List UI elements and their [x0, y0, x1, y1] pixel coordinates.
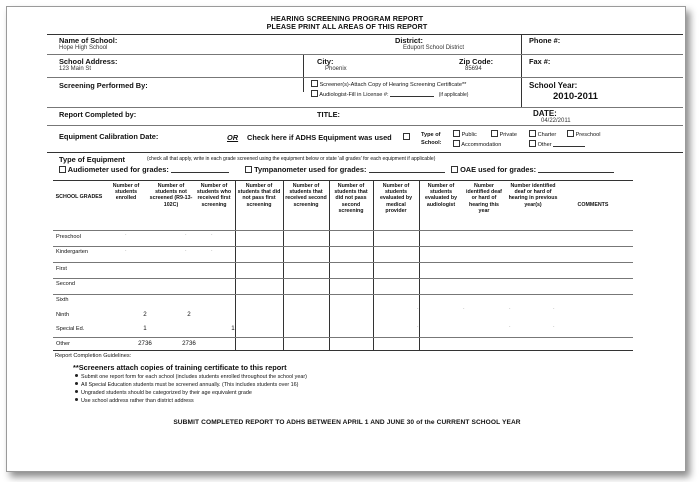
school-type-public[interactable] — [453, 130, 477, 138]
row-rule — [53, 246, 633, 247]
audiologist-checkbox[interactable] — [311, 90, 318, 97]
other-enrolled[interactable]: 2736 — [138, 340, 152, 347]
screeners-checkbox[interactable] — [311, 80, 318, 87]
row-rule — [53, 294, 633, 295]
oae-label: OAE used for grades: — [460, 165, 537, 174]
zip-value[interactable]: 85694 — [465, 66, 482, 72]
certificate-note: **Screeners attach copies of training certificate to this report — [73, 363, 287, 372]
scan-mark: · — [463, 306, 465, 312]
calibration-label: Equipment Calibration Date: — [59, 132, 159, 141]
school-type-private[interactable] — [491, 130, 517, 138]
scan-mark: · — [125, 232, 127, 238]
if-applicable-note: (if applicable) — [438, 92, 469, 98]
scan-mark: · — [509, 306, 511, 312]
city-label: City: — [317, 57, 334, 66]
scan-mark: · — [211, 232, 213, 238]
other-not-screened[interactable]: 2736 — [182, 340, 196, 347]
bullet-icon — [75, 398, 78, 401]
guideline-item — [75, 390, 252, 397]
district-value[interactable]: Eduport School District — [403, 45, 465, 51]
school-type-charter[interactable] — [529, 130, 556, 138]
school-type-accommodation[interactable] — [453, 140, 501, 148]
other-checkbox[interactable] — [529, 140, 536, 147]
header-top-rule — [47, 34, 683, 35]
tympanometer-checkbox[interactable] — [245, 166, 252, 173]
row-label-second: Second — [56, 281, 75, 287]
tympanometer-option[interactable] — [245, 165, 445, 174]
public-checkbox[interactable] — [453, 130, 460, 137]
title-label: TITLE: — [317, 110, 340, 119]
date-value[interactable]: 04/22/2011 — [541, 118, 571, 124]
adhs-check-text: Check here if ADHS Equipment was used — [247, 133, 392, 142]
col-header-failed-first: Number of students that did not pass first screening — [237, 183, 281, 208]
special-ed-enrolled[interactable]: 1 — [143, 325, 147, 332]
license-number-field[interactable] — [390, 90, 434, 97]
school-name-value[interactable]: Hope High School — [59, 45, 108, 51]
guideline-item — [75, 374, 307, 381]
row-label-first: First — [56, 266, 67, 272]
tympanometer-label: Tympanometer used for grades: — [254, 165, 367, 174]
completed-by-label: Report Completed by: — [59, 110, 137, 119]
school-type-preschool[interactable] — [567, 130, 600, 138]
col-header-second-screening: Number of students that received second screening — [285, 183, 327, 208]
oae-checkbox[interactable] — [451, 166, 458, 173]
equipment-instructions: (check all that apply, write in each grade screened using the equipment below or state 'all grades' for each equipment if applicable) — [147, 156, 436, 162]
adhs-equipment-checkbox[interactable] — [403, 133, 410, 140]
bullet-icon — [75, 382, 78, 385]
table-top-border — [53, 180, 633, 181]
row-rule — [53, 230, 633, 231]
school-name-label: Name of School: — [59, 36, 118, 45]
row-rule — [53, 278, 633, 279]
row-label-kindergarten: Kindergarten — [56, 249, 89, 255]
col-header-medical: Number of students evaluated by medical provider — [379, 183, 413, 214]
guideline-item — [75, 382, 298, 389]
school-year-value[interactable]: 2010-2011 — [553, 91, 598, 102]
guideline-item — [75, 398, 194, 405]
audiologist-option-text: Audiologist-Fill in License #: — [319, 92, 389, 98]
special-ed-first-screening[interactable]: 1 — [231, 325, 235, 332]
col-header-comments: COMMENTS — [577, 202, 609, 208]
type-of-school-label-2: School: — [421, 140, 442, 146]
row-label-preschool: Preschool — [56, 234, 81, 240]
bullet-icon — [75, 374, 78, 377]
col-header-enrolled: Number of students enrolled — [112, 183, 140, 202]
col-sep-5 — [329, 180, 330, 350]
preschool-label: Preschool — [575, 132, 601, 138]
private-checkbox[interactable] — [491, 130, 498, 137]
zip-label: Zip Code: — [459, 57, 494, 66]
scan-mark: · — [211, 248, 213, 254]
screening-performed-label: Screening Performed By: — [59, 81, 148, 90]
row-label-sixth: Sixth — [56, 297, 69, 303]
col-header-identified-previous: Number identified deaf or hard of hearing in previous year(s) — [508, 183, 558, 208]
scan-mark: · — [509, 324, 511, 330]
guideline-text: Submit one report form for each school (includes students enrolled throughout the school year) — [81, 374, 307, 380]
row-rule — [53, 262, 633, 263]
right-column-divider — [521, 34, 522, 108]
screening-table — [53, 180, 633, 350]
scan-mark: · — [125, 248, 127, 254]
guidelines-title: Report Completion Guidelines: — [55, 353, 132, 359]
report-page — [6, 6, 686, 472]
charter-checkbox[interactable] — [529, 130, 536, 137]
other-type-field[interactable] — [553, 140, 585, 147]
tympanometer-grades-field[interactable] — [369, 166, 445, 173]
audiometer-label: Audiometer used for grades: — [67, 165, 169, 174]
audiometer-checkbox[interactable] — [59, 166, 66, 173]
row-label-other: Other — [56, 341, 70, 347]
accommodation-checkbox[interactable] — [453, 140, 460, 147]
col-header-grades: SCHOOL GRADES — [55, 194, 103, 200]
row3-rule — [47, 77, 683, 78]
col-sep-4 — [283, 180, 284, 350]
row-label-special-ed: Special Ed. — [56, 326, 85, 332]
row2-rule — [47, 54, 683, 55]
city-divider — [303, 55, 304, 92]
row4-rule — [47, 107, 683, 108]
public-label: Public — [461, 132, 477, 138]
city-value[interactable]: Phoenix — [325, 66, 347, 72]
oae-grades-field[interactable] — [538, 166, 614, 173]
charter-label: Charter — [537, 132, 557, 138]
audiometer-option[interactable] — [59, 165, 229, 174]
district-label: District: — [395, 36, 423, 45]
table-bottom-border — [53, 350, 633, 351]
col-header-not-screened: Number of students not screened (R9-13-102C) — [149, 183, 193, 208]
date-label: DATE: — [533, 109, 557, 118]
col-header-first-screening: Number of students who received first screening — [196, 183, 232, 208]
ninth-enrolled[interactable]: 2 — [143, 311, 147, 318]
ninth-not-screened[interactable]: 2 — [187, 311, 191, 318]
school-type-other[interactable] — [529, 140, 585, 148]
report-title: HEARING SCREENING PROGRAM REPORT — [270, 14, 424, 23]
col-header-identified-this-year: Number identified deaf or hard of hearing this year — [466, 183, 502, 214]
or-text: OR — [227, 133, 239, 142]
phone-label[interactable]: Phone #: — [529, 36, 561, 45]
type-of-school-label-1: Type of — [421, 132, 441, 138]
col-header-failed-second: Number of students that did not pass second screening — [334, 183, 368, 214]
scan-mark: · — [553, 324, 555, 330]
scan-mark: · — [553, 306, 555, 312]
scan-mark: · — [185, 248, 187, 254]
row5-rule — [47, 125, 683, 126]
preschool-checkbox[interactable] — [567, 130, 574, 137]
scan-mark: · — [417, 324, 419, 330]
guideline-text: All Special Education students must be screened annually. (This includes students over 16) — [81, 382, 299, 388]
row-rule — [53, 337, 633, 338]
report-subtitle: PLEASE PRINT ALL AREAS OF THIS REPORT — [266, 22, 428, 31]
screeners-option[interactable] — [311, 80, 466, 88]
col-header-audiologist: Number of students evaluated by audiologist — [424, 183, 458, 208]
bullet-icon — [75, 390, 78, 393]
scan-mark: · — [185, 232, 187, 238]
submit-instruction: SUBMIT COMPLETED REPORT TO ADHS BETWEEN APRIL 1 AND JUNE 30 of the CURRENT SCHOOL YEAR — [173, 419, 521, 426]
row-label-ninth: Ninth — [56, 312, 70, 318]
school-address-value[interactable]: 123 Main St — [59, 66, 92, 72]
scan-mark: · — [417, 306, 419, 312]
school-address-label: School Address: — [59, 57, 118, 66]
screeners-option-text: Screener(s)-Attach Copy of Hearing Screening Certificate** — [319, 82, 467, 88]
accommodation-label: Accommodation — [461, 142, 502, 148]
guideline-text: Use school address rather than district address — [81, 398, 194, 404]
school-year-label: School Year: — [529, 81, 578, 90]
oae-option[interactable] — [451, 165, 614, 174]
equipment-label: Type of Equipment — [59, 155, 125, 164]
col-sep-6 — [373, 180, 374, 350]
audiologist-option[interactable] — [311, 90, 468, 98]
equipment-rule — [47, 152, 683, 153]
private-label: Private — [499, 132, 517, 138]
fax-label[interactable]: Fax #: — [529, 57, 551, 66]
other-label: Other — [537, 142, 552, 148]
audiometer-grades-field[interactable] — [171, 166, 229, 173]
guideline-text: Ungraded students should be categorized by their age equivalent grade — [81, 390, 252, 396]
